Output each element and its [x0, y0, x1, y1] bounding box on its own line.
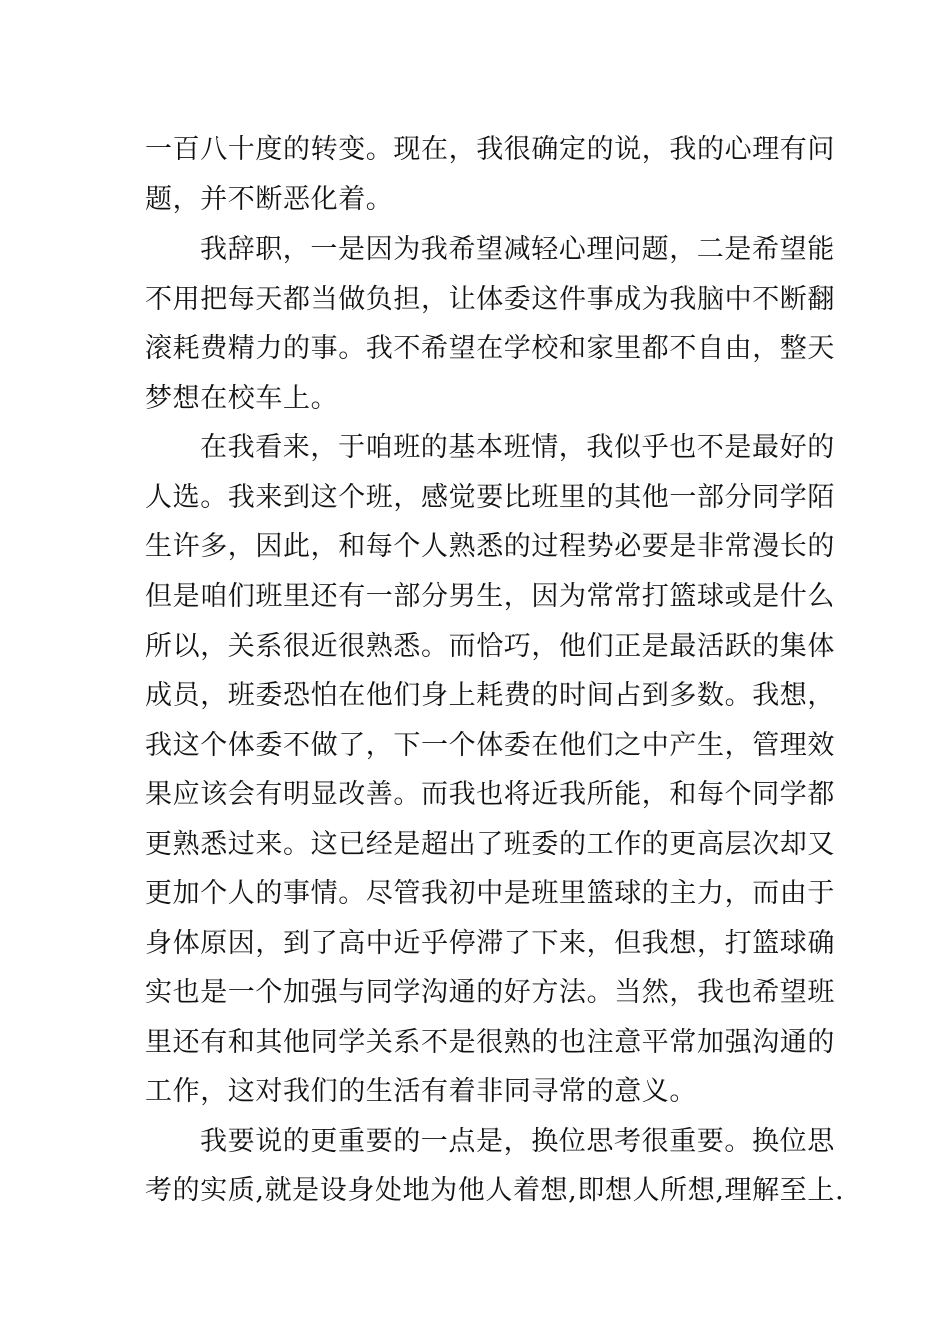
paragraph-start-line: 在我看来，于咱班的基本班情，我似乎也不是最好的 — [200, 432, 835, 463]
text-line: 工作，这对我们的生活有着非同寻常的意义。 — [145, 1076, 697, 1107]
text-line: 考的实质,就是设身处地为他人着想,即想人所想,理解至上. — [145, 1175, 845, 1206]
paragraph-start-line: 我要说的更重要的一点是，换位思考很重要。换位思 — [200, 1126, 835, 1157]
text-line: 实也是一个加强与同学沟通的好方法。当然，我也希望班 — [145, 977, 835, 1008]
text-line: 果应该会有明显改善。而我也将近我所能，和每个同学都 — [145, 779, 835, 810]
text-line: 更加个人的事情。尽管我初中是班里篮球的主力，而由于 — [145, 878, 835, 909]
text-line: 生许多，因此，和每个人熟悉的过程势必要是非常漫长的 — [145, 531, 835, 562]
text-line: 但是咱们班里还有一部分男生，因为常常打篮球或是什么 — [145, 581, 835, 612]
paragraph-start-line: 我辞职，一是因为我希望减轻心理问题，二是希望能 — [200, 234, 835, 265]
text-line: 更熟悉过来。这已经是超出了班委的工作的更高层次却又 — [145, 829, 835, 860]
text-line: 里还有和其他同学关系不是很熟的也注意平常加强沟通的 — [145, 1027, 835, 1058]
text-line: 所以，关系很近很熟悉。而恰巧，他们正是最活跃的集体 — [145, 631, 835, 662]
text-line: 身体原因，到了高中近乎停滞了下来，但我想，打篮球确 — [145, 928, 835, 959]
text-line: 题，并不断恶化着。 — [145, 184, 394, 215]
text-line: 成员，班委恐怕在他们身上耗费的时间占到多数。我想， — [145, 680, 835, 711]
text-line: 一百八十度的转变。现在，我很确定的说，我的心理有问 — [145, 134, 835, 165]
text-line: 人选。我来到这个班，感觉要比班里的其他一部分同学陌 — [145, 482, 835, 513]
text-line: 梦想在校车上。 — [145, 383, 339, 414]
text-line: 我这个体委不做了，下一个体委在他们之中产生，管理效 — [145, 730, 835, 761]
text-line: 滚耗费精力的事。我不希望在学校和家里都不自由，整天 — [145, 333, 835, 364]
text-line: 不用把每天都当做负担，让体委这件事成为我脑中不断翻 — [145, 284, 835, 315]
